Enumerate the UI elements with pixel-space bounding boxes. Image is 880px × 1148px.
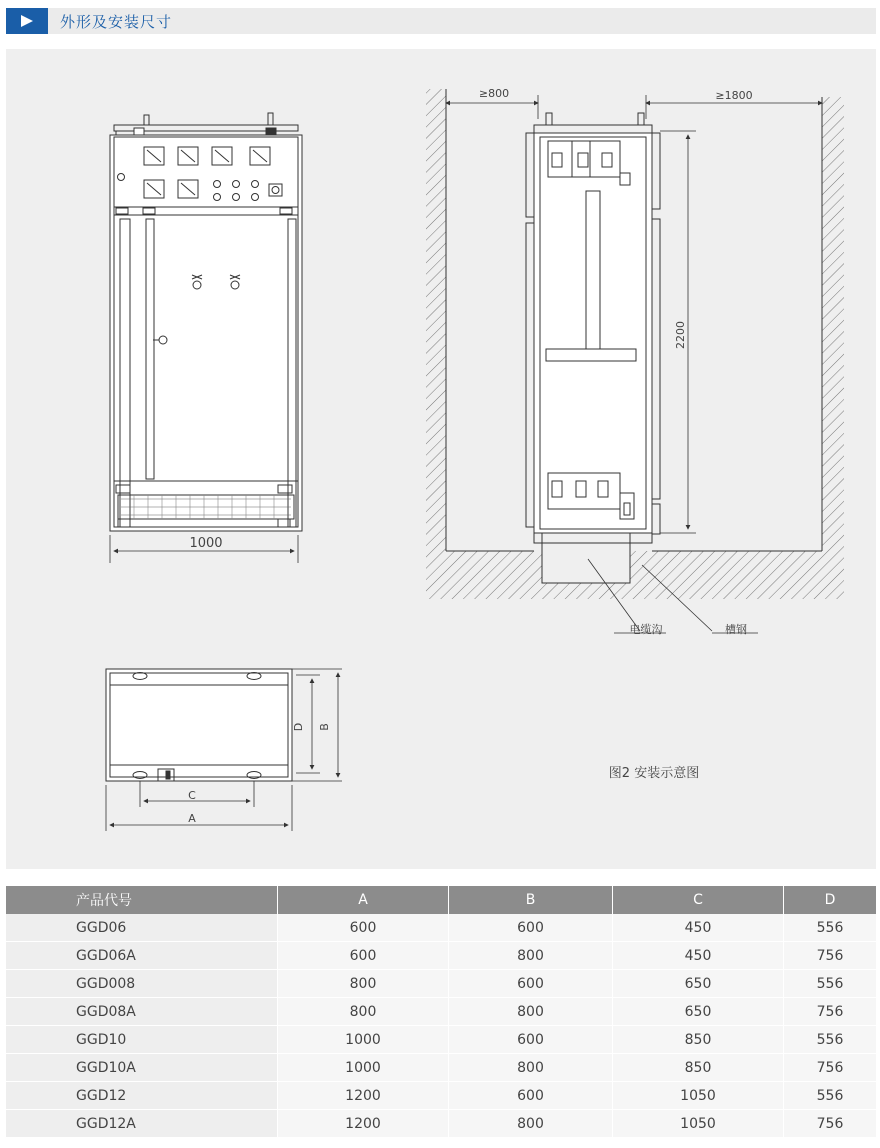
cell-code: GGD06 (6, 914, 278, 942)
cell-code: GGD10 (6, 1026, 278, 1054)
technical-drawing (6, 49, 876, 869)
dim-c-label: C (188, 789, 196, 802)
col-header-d: D (784, 886, 876, 914)
cell-c: 450 (613, 942, 784, 970)
cell-d: 556 (784, 1082, 876, 1110)
table-row (6, 1026, 876, 1054)
cell-d: 556 (784, 1026, 876, 1054)
cell-c: 850 (613, 1026, 784, 1054)
dim-b-label: B (318, 723, 331, 731)
cell-code: GGD12 (6, 1082, 278, 1110)
cell-c: 1050 (613, 1110, 784, 1138)
installation-diagram (426, 87, 844, 636)
right-clearance-label: ≥1800 (715, 89, 753, 102)
drawing-panel (6, 49, 876, 869)
cell-d: 556 (784, 914, 876, 942)
cell-c: 850 (613, 1054, 784, 1082)
cell-b: 800 (449, 1110, 613, 1138)
cable-trench-label: 电缆沟 (629, 623, 663, 636)
cell-d: 756 (784, 1110, 876, 1138)
col-header-b: B (449, 886, 613, 914)
cell-c: 650 (613, 970, 784, 998)
left-clearance-label: ≥800 (478, 87, 510, 100)
cell-a: 800 (278, 998, 449, 1026)
channel-steel-label: 槽钢 (725, 623, 747, 636)
play-arrow-icon (6, 8, 48, 34)
table-row (6, 942, 876, 970)
section-header (6, 8, 876, 34)
cell-code: GGD12A (6, 1110, 278, 1138)
cell-d: 756 (784, 998, 876, 1026)
section-title: 外形及安装尺寸 (60, 13, 173, 31)
figure-caption: 图2 安装示意图 (608, 766, 700, 781)
dim-d-label: D (292, 722, 305, 732)
cell-d: 556 (784, 970, 876, 998)
col-header-a: A (278, 886, 449, 914)
cell-d: 756 (784, 1054, 876, 1082)
cell-d: 756 (784, 942, 876, 970)
height-label: 2200 (674, 321, 687, 349)
cell-b: 600 (449, 970, 613, 998)
cell-code: GGD06A (6, 942, 278, 970)
col-header-code: 产品代号 (6, 886, 278, 914)
table-row (6, 914, 876, 942)
cell-a: 1000 (278, 1054, 449, 1082)
cell-c: 1050 (613, 1082, 784, 1110)
cell-b: 800 (449, 1054, 613, 1082)
cell-b: 600 (449, 1026, 613, 1054)
cell-c: 450 (613, 914, 784, 942)
cell-code: GGD08A (6, 998, 278, 1026)
table-row (6, 970, 876, 998)
cell-a: 600 (278, 914, 449, 942)
cell-a: 1000 (278, 1026, 449, 1054)
table-header-row (6, 886, 876, 914)
cell-a: 800 (278, 970, 449, 998)
front-view-cabinet (110, 113, 302, 531)
cell-c: 650 (613, 998, 784, 1026)
table-row (6, 1082, 876, 1110)
table-row (6, 1054, 876, 1082)
cell-b: 800 (449, 942, 613, 970)
spec-table (6, 886, 876, 1138)
table-row (6, 998, 876, 1026)
cell-a: 1200 (278, 1110, 449, 1138)
width-label: 1000 (189, 536, 223, 551)
cell-code: GGD008 (6, 970, 278, 998)
col-header-c: C (613, 886, 784, 914)
cell-code: GGD10A (6, 1054, 278, 1082)
cell-a: 600 (278, 942, 449, 970)
cell-b: 800 (449, 998, 613, 1026)
cell-a: 1200 (278, 1082, 449, 1110)
base-plan-view (106, 669, 292, 781)
cell-b: 600 (449, 1082, 613, 1110)
dim-a-label: A (188, 812, 196, 825)
cell-b: 600 (449, 914, 613, 942)
table-row (6, 1110, 876, 1138)
